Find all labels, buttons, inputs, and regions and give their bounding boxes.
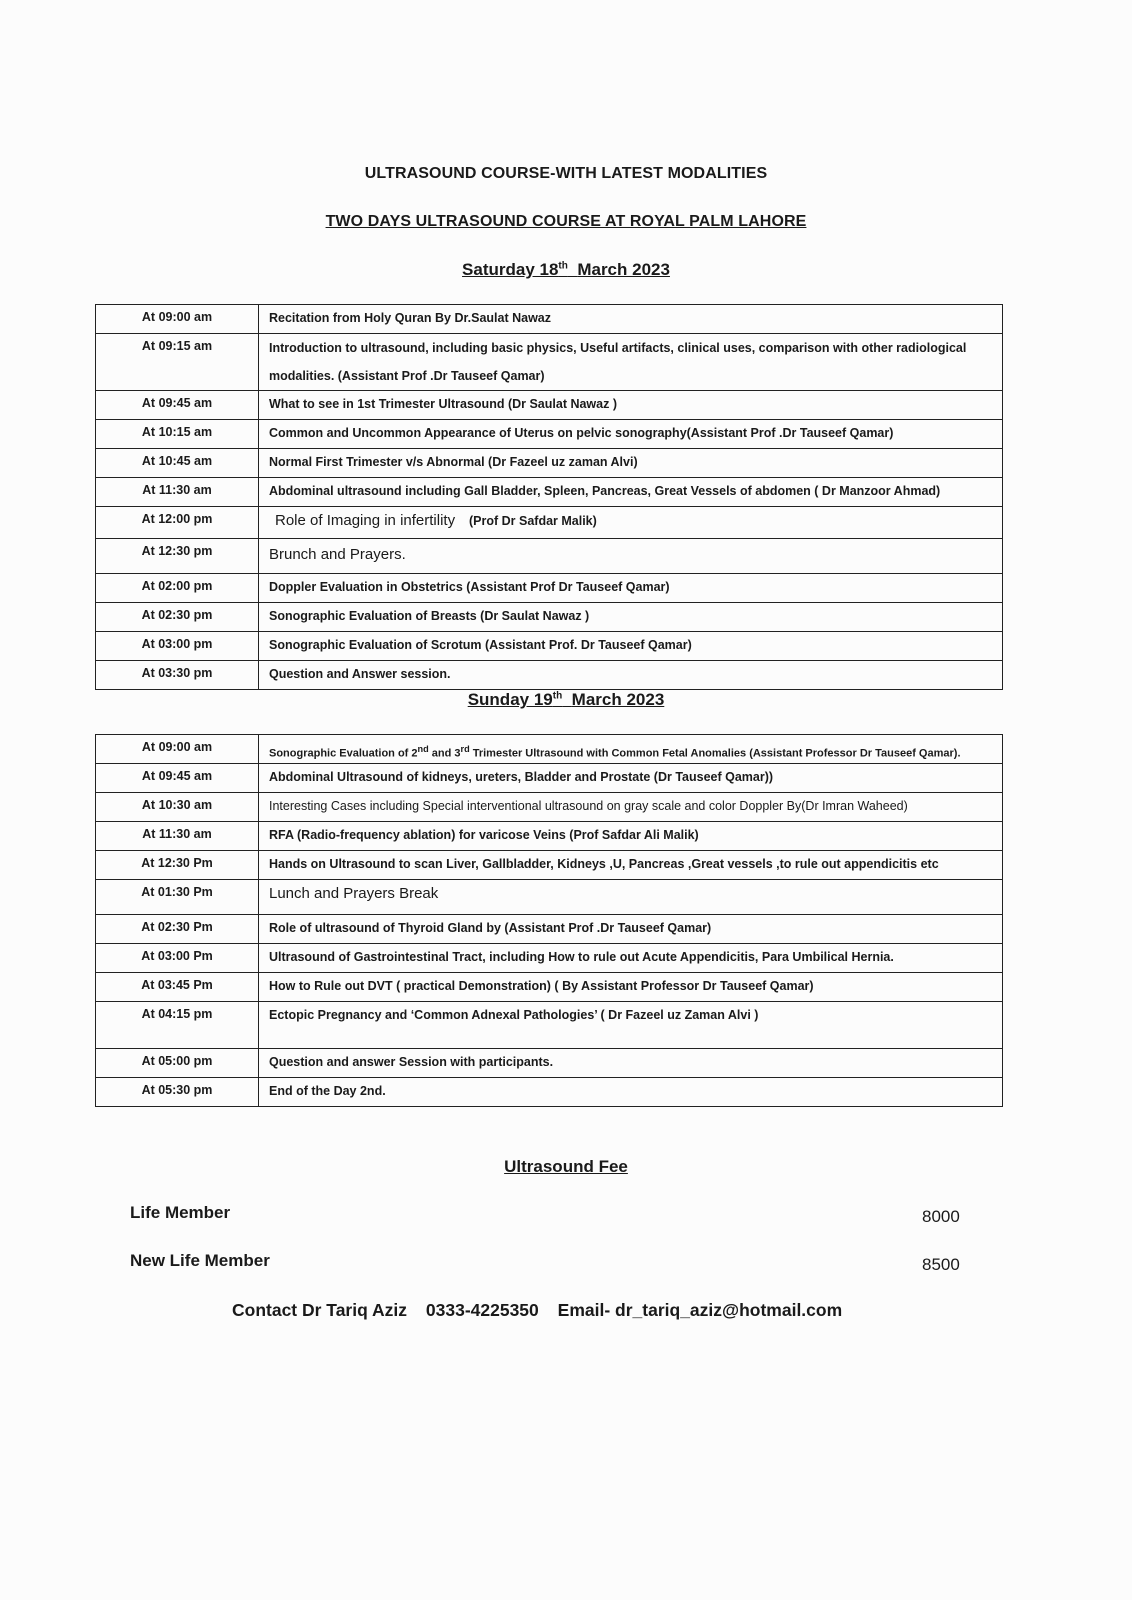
table-row	[96, 793, 1003, 822]
contact-line	[232, 1300, 856, 1321]
activity-cell: How to Rule out DVT ( practical Demonstration) ( By Assistant Professor Dr Tauseef Qamar)	[259, 973, 1003, 1002]
time-cell: At 09:00 am	[96, 735, 259, 764]
activity-sup: rd	[460, 744, 470, 754]
table-row	[96, 1049, 1003, 1078]
activity-cell: Role of ultrasound of Thyroid Gland by (Assistant Prof .Dr Tauseef Qamar)	[259, 915, 1003, 944]
day1-heading-sup: th	[558, 260, 568, 272]
table-row	[96, 420, 1003, 449]
new-life-member-label: New Life Member	[130, 1251, 270, 1270]
time-cell: At 05:30 pm	[96, 1078, 259, 1107]
activity-cell: Sonographic Evaluation of Breasts (Dr Saulat Nawaz )	[259, 603, 1003, 632]
time-cell: At 03:00 pm	[96, 632, 259, 661]
time-cell: At 03:00 Pm	[96, 944, 259, 973]
activity-cell: Question and Answer session.	[259, 661, 1003, 690]
activity-cell: Normal First Trimester v/s Abnormal (Dr Fazeel uz zaman Alvi)	[259, 449, 1003, 478]
activity-cell: Brunch and Prayers.	[259, 539, 1003, 574]
activity-cell: Doppler Evaluation in Obstetrics (Assistant Prof Dr Tauseef Qamar)	[259, 574, 1003, 603]
table-row	[96, 822, 1003, 851]
activity-cell: Abdominal Ultrasound of kidneys, ureters, Bladder and Prostate (Dr Tauseef Qamar))	[259, 764, 1003, 793]
course-title: ULTRASOUND COURSE-WITH LATEST MODALITIES	[364, 165, 768, 182]
table-row	[96, 449, 1003, 478]
new-life-member-amount: 8500	[922, 1255, 960, 1274]
table-row	[96, 851, 1003, 880]
time-cell: At 02:30 pm	[96, 603, 259, 632]
table-row	[96, 915, 1003, 944]
time-cell: At 12:00 pm	[96, 507, 259, 539]
activity-cell: Question and answer Session with participants.	[259, 1049, 1003, 1078]
activity-cell: Interesting Cases including Special interventional ultrasound on gray scale and color Doppler By(Dr Imran Waheed)	[259, 793, 1003, 822]
table-row	[96, 944, 1003, 973]
table-row	[96, 973, 1003, 1002]
time-cell: At 12:30 Pm	[96, 851, 259, 880]
table-row	[96, 305, 1003, 334]
time-cell: At 05:00 pm	[96, 1049, 259, 1078]
time-cell: At 01:30 Pm	[96, 880, 259, 915]
activity-cell	[259, 507, 1003, 539]
table-row	[96, 764, 1003, 793]
table-row	[96, 603, 1003, 632]
activity-cell	[259, 735, 1003, 764]
activity-part: Trimester Ultrasound with Common Fetal Anomalies (Assistant Professor Dr Tauseef Qamar).	[469, 747, 961, 760]
table-row	[96, 880, 1003, 915]
activity-cell: Ultrasound of Gastrointestinal Tract, including How to rule out Acute Appendicitis, Para Umbilical Hernia.	[259, 944, 1003, 973]
activity-cell: Introduction to ultrasound, including basic physics, Useful artifacts, clinical uses, comparison with other radiological modalities. (Assistant Prof .Dr Tauseef Qamar)	[259, 334, 1003, 391]
day2-heading-post: March 2023	[571, 690, 665, 709]
course-subtitle: TWO DAYS ULTRASOUND COURSE AT ROYAL PALM LAHORE	[325, 213, 807, 230]
activity-cell: What to see in 1st Trimester Ultrasound (Dr Saulat Nawaz )	[259, 391, 1003, 420]
table-row	[96, 334, 1003, 391]
time-cell: At 02:00 pm	[96, 574, 259, 603]
table-row	[96, 391, 1003, 420]
activity-cell: Abdominal ultrasound including Gall Bladder, Spleen, Pancreas, Great Vessels of abdomen ( Dr Manzoor Ahmad)	[259, 478, 1003, 507]
time-cell: At 09:15 am	[96, 334, 259, 391]
activity-main: Role of Imaging in infertility	[275, 512, 456, 529]
contact-email: Email- dr_tariq_aziz@hotmail.com	[557, 1300, 843, 1320]
time-cell: At 03:45 Pm	[96, 973, 259, 1002]
activity-cell: End of the Day 2nd.	[259, 1078, 1003, 1107]
table-row	[96, 1002, 1003, 1049]
time-cell: At 04:15 pm	[96, 1002, 259, 1049]
table-row	[96, 574, 1003, 603]
table-row	[96, 735, 1003, 764]
table-row	[96, 539, 1003, 574]
contact-phone: 0333-4225350	[425, 1300, 539, 1320]
activity-part: and 3	[428, 747, 461, 760]
day2-heading-sup: th	[552, 690, 563, 702]
time-cell: At 11:30 am	[96, 478, 259, 507]
time-cell: At 12:30 pm	[96, 539, 259, 574]
life-member-amount: 8000	[922, 1207, 960, 1226]
time-cell: At 10:30 am	[96, 793, 259, 822]
day1-heading-pre: Saturday 18	[462, 260, 559, 279]
time-cell: At 09:45 am	[96, 391, 259, 420]
activity-cell: RFA (Radio-frequency ablation) for varicose Veins (Prof Safdar Ali Malik)	[259, 822, 1003, 851]
activity-cell: Lunch and Prayers Break	[259, 880, 1003, 915]
time-cell: At 09:00 am	[96, 305, 259, 334]
activity-speaker: (Prof Dr Safdar Malik)	[469, 514, 597, 528]
time-cell: At 02:30 Pm	[96, 915, 259, 944]
activity-cell: Hands on Ultrasound to scan Liver, Gallbladder, Kidneys ,U, Pancreas ,Great vessels ,to rule out appendicitis etc	[259, 851, 1003, 880]
life-member-label: Life Member	[130, 1203, 231, 1222]
day1-heading	[0, 260, 1132, 280]
sunday-schedule-table	[95, 734, 1003, 1107]
time-cell: At 11:30 am	[96, 822, 259, 851]
activity-cell: Recitation from Holy Quran By Dr.Saulat Nawaz	[259, 305, 1003, 334]
table-row	[96, 632, 1003, 661]
table-row	[96, 1078, 1003, 1107]
saturday-schedule-table	[95, 304, 1003, 690]
fee-title: Ultrasound Fee	[504, 1157, 628, 1176]
table-row	[96, 507, 1003, 539]
table-row	[96, 661, 1003, 690]
activity-sup: nd	[417, 744, 429, 754]
day2-heading-pre: Sunday 19	[467, 690, 553, 709]
time-cell: At 10:45 am	[96, 449, 259, 478]
table-row	[96, 478, 1003, 507]
activity-cell: Ectopic Pregnancy and ‘Common Adnexal Pathologies’ ( Dr Fazeel uz Zaman Alvi )	[259, 1002, 1003, 1049]
activity-part: Sonographic Evaluation of 2	[269, 747, 418, 760]
activity-cell: Common and Uncommon Appearance of Uterus on pelvic sonography(Assistant Prof .Dr Tauseef Qamar)	[259, 420, 1003, 449]
contact-name: Contact Dr Tariq Aziz	[232, 1300, 408, 1320]
day1-heading-post: March 2023	[577, 260, 670, 279]
day2-heading	[0, 690, 1132, 710]
time-cell: At 09:45 am	[96, 764, 259, 793]
time-cell: At 03:30 pm	[96, 661, 259, 690]
time-cell: At 10:15 am	[96, 420, 259, 449]
activity-cell: Sonographic Evaluation of Scrotum (Assistant Prof. Dr Tauseef Qamar)	[259, 632, 1003, 661]
